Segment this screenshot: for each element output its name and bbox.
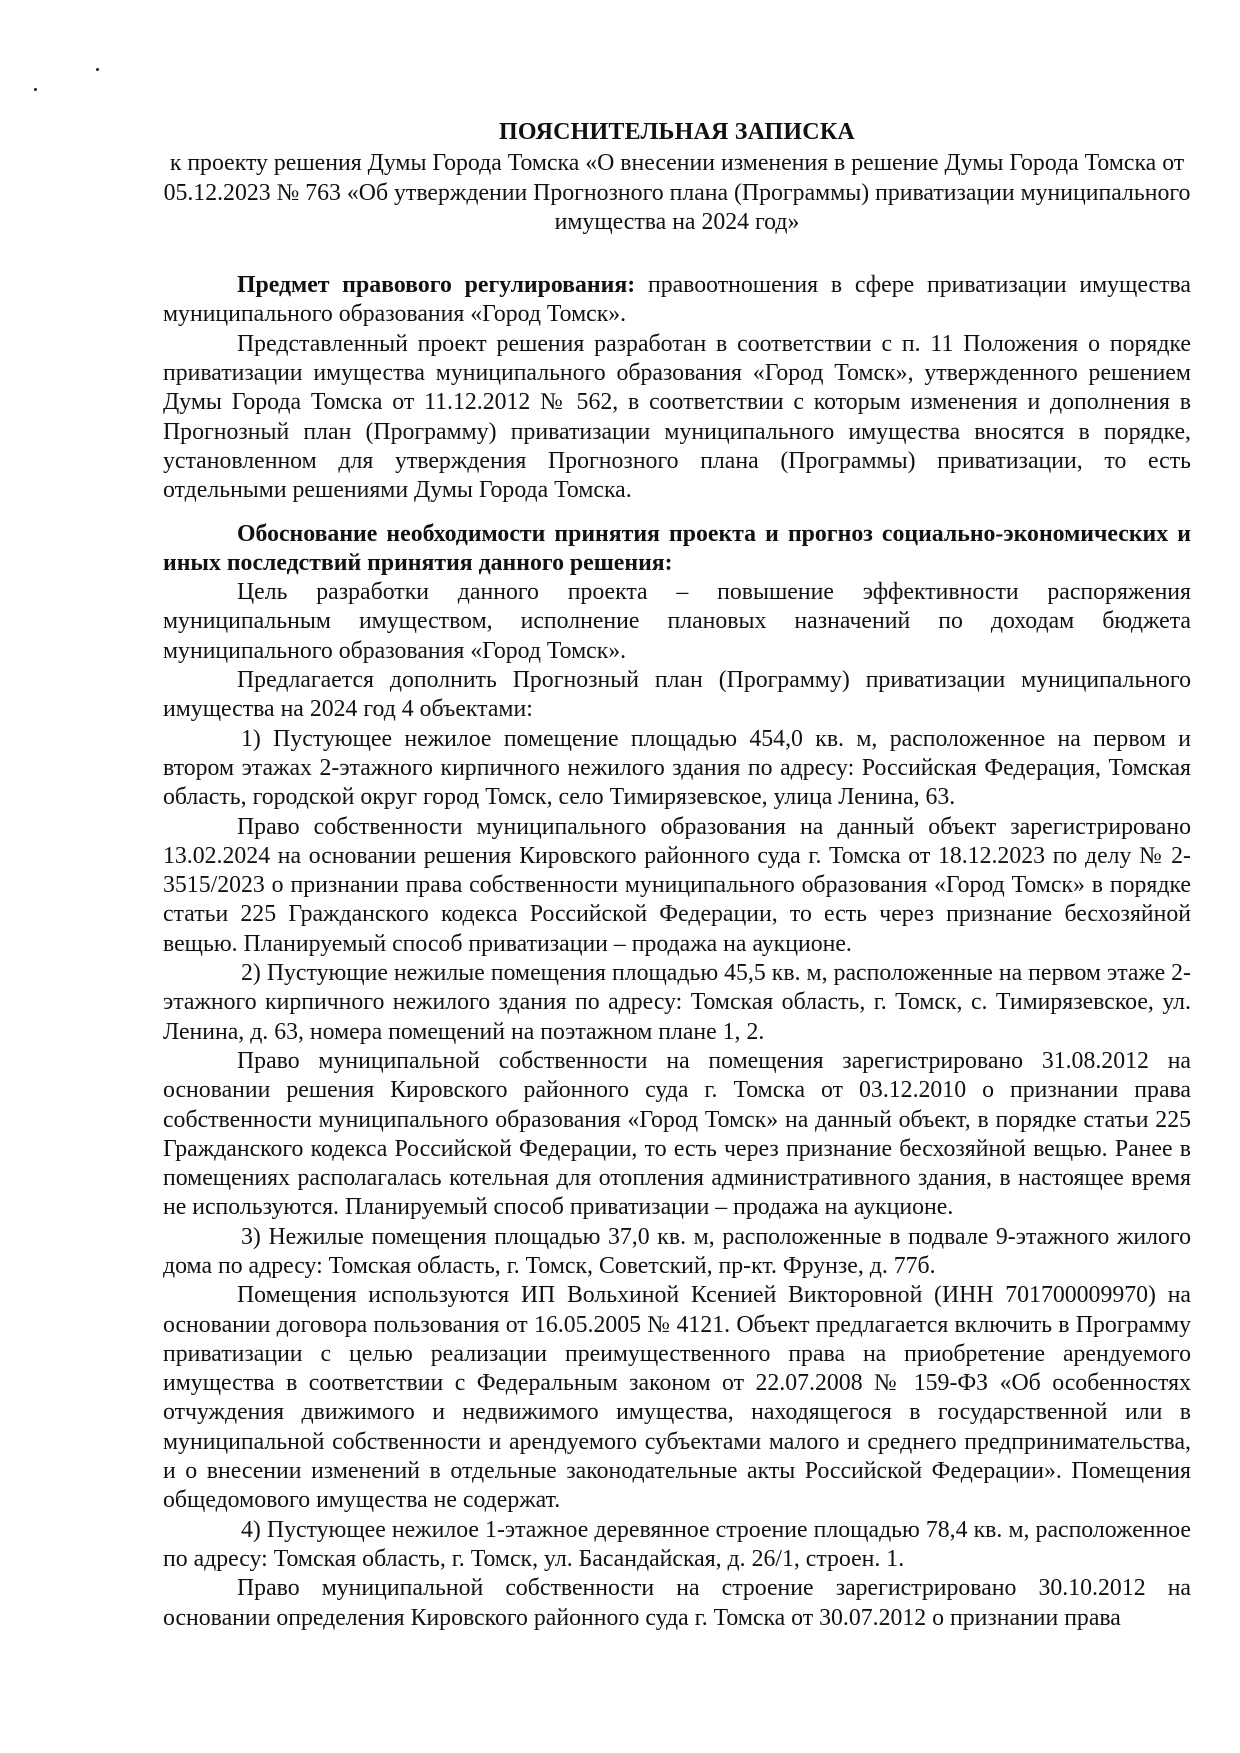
basis-paragraph: Представленный проект решения разработан в соответствии с п. 11 Положения о порядке приватизации имущества муниципального образования «Город Томск», утвержденного решением Думы Города Томска от 11.12.2012 № 562, в соответствии с которым изменения и дополнения в Прогнозный план (Программу) приватизации муниципального имущества вносятся в порядке, установленном для утверждения Прогнозного плана (Программы) приватизации, то есть отдельными решениями Думы Города Томска.: [163, 330, 1191, 504]
subject-paragraph: [163, 271, 1191, 330]
object-2-right-paragraph: Право муниципальной собственности на помещения зарегистрировано 31.08.2012 на основании решения Кировского районного суда г. Томска от 03.12.2010 о признании права собственности муниципального образования «Город Томск» на данный объект, в порядке статьи 225 Гражданского кодекса Российской Федерации, то есть через признание бесхозяйной вещью. Ранее в помещениях располагалась котельная для отопления административного здания, в настоящее время не используются. Планируемый способ приватизации – продажа на аукционе.: [163, 1047, 1191, 1221]
object-3-use-paragraph: Помещения используются ИП Вольхиной Ксенией Викторовной (ИНН 701700009970) на основании договора пользования от 16.05.2005 № 4121. Объект предлагается включить в Программу приватизации с целью реализации преимущественного права на приобретение арендуемого имущества в соответствии с Федеральным законом от 22.07.2008 № 159-ФЗ «Об особенностях отчуждения движимого и недвижимого имущества, находящегося в государственной или в муниципальной собственности и арендуемого субъектами малого и среднего предпринимательства, и о внесении изменений в отдельные законодательные акты Российской Федерации». Помещения общедомового имущества не содержат.: [163, 1282, 1191, 1514]
spacer: [163, 237, 1191, 271]
proposal-paragraph: Предлагается дополнить Прогнозный план (Программу) приватизации муниципального имущества на 2024 год 4 объектами:: [163, 667, 1191, 723]
object-2-paragraph: 2) Пустующие нежилые помещения площадью 45,5 кв. м, расположенные на первом этаже 2-этажного кирпичного нежилого здания по адресу: Томская область, г. Томск, с. Тимирязевское, ул. Ленина, д. 63, номера помещений на поэтажном плане 1, 2.: [163, 960, 1191, 1045]
object-3-paragraph: 3) Нежилые помещения площадью 37,0 кв. м, расположенные в подвале 9-этажного жилого дома по адресу: Томская область, г. Томск, Советский, пр-кт. Фрунзе, д. 77б.: [163, 1223, 1191, 1279]
subject-text: правоотношения в сфере приватизации имущества муниципального образования «Город Томск».: [163, 272, 1191, 328]
document-page: [163, 118, 1191, 1633]
document-subtitle: к проекту решения Думы Города Томска «О внесении изменения в решение Думы Города Томска от 05.12.2023 № 763 «Об утверждении Прогнозного плана (Программы) приватизации муниципального имущества на 2024 год»: [163, 150, 1191, 235]
object-4-right-paragraph: Право муниципальной собственности на строение зарегистрировано 30.10.2012 на основании определения Кировского районного суда г. Томска от 30.07.2012 о признании права: [163, 1575, 1191, 1631]
object-4-paragraph: 4) Пустующее нежилое 1-этажное деревянное строение площадью 78,4 кв. м, расположенное по адресу: Томская область, г. Томск, ул. Басандайская, д. 26/1, строен. 1.: [163, 1516, 1191, 1572]
object-1-right-paragraph: Право собственности муниципального образования на данный объект зарегистрировано 13.02.2024 на основании решения Кировского районного суда г. Томска от 18.12.2023 по делу № 2-3515/2023 о признании права собственности муниципального образования «Город Томск» в порядке статьи 225 Гражданского кодекса Российской Федерации, то есть через признание бесхозяйной вещью. Планируемый способ приватизации – продажа на аукционе.: [163, 813, 1191, 957]
goal-paragraph: Цель разработки данного проекта – повышение эффективности распоряжения муниципальным имуществом, исполнение плановых назначений по доходам бюджета муниципального образования «Город Томск».: [163, 579, 1191, 664]
document-title: ПОЯСНИТЕЛЬНАЯ ЗАПИСКА: [499, 119, 855, 145]
scan-speck: [96, 68, 99, 71]
subject-label: Предмет правового регулирования:: [237, 272, 636, 299]
justification-heading: Обоснование необходимости принятия проекта и прогноз социально-экономических и иных последствий принятия данного решения:: [163, 520, 1191, 576]
scan-speck: [34, 88, 37, 91]
object-1-paragraph: 1) Пустующее нежилое помещение площадью 454,0 кв. м, расположенное на первом и втором этажах 2-этажного кирпичного нежилого здания по адресу: Российская Федерация, Томская область, городской округ город Томск, село Тимирязевское, улица Ленина, 63.: [163, 725, 1191, 811]
